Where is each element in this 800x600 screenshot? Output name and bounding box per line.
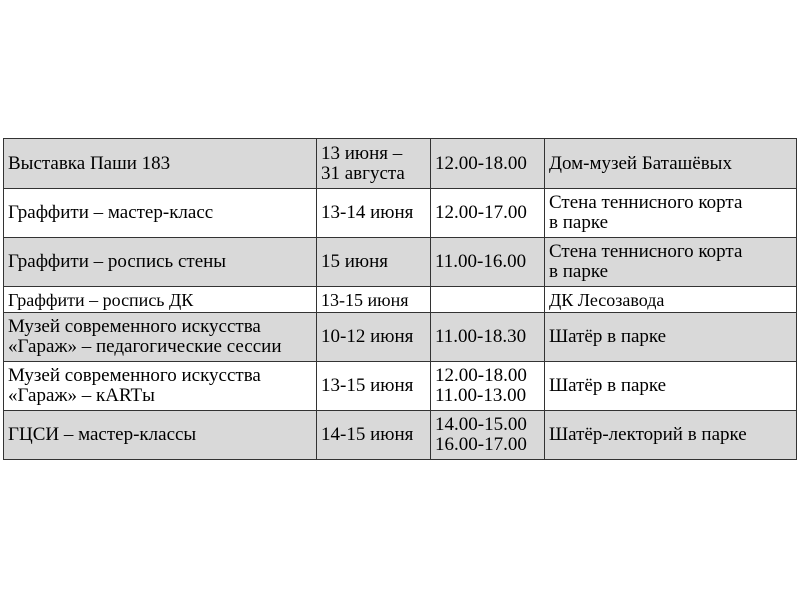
- event-line: Граффити – мастер-класс: [8, 202, 214, 223]
- time-line: 14.00-15.00: [435, 414, 527, 435]
- time-line: 16.00-17.00: [435, 434, 527, 455]
- time-line: 11.00-16.00: [435, 251, 527, 272]
- place-line: Стена теннисного корта: [549, 241, 743, 262]
- time-cell: [431, 238, 545, 287]
- place-line: Шатёр в парке: [549, 375, 667, 396]
- table-row: [4, 362, 797, 411]
- event-cell: [4, 411, 317, 460]
- dates-cell: [317, 238, 431, 287]
- dates-cell: [317, 411, 431, 460]
- event-cell: [4, 238, 317, 287]
- event-line: «Гараж» – кARTы: [8, 385, 155, 406]
- event-line: Выставка Паши 183: [8, 152, 171, 174]
- schedule-table-container: [3, 138, 796, 460]
- event-cell: [4, 139, 317, 189]
- place-line: Шатёр в парке: [549, 326, 667, 347]
- time-line: 11.00-13.00: [435, 385, 527, 406]
- place-cell: [545, 411, 797, 460]
- table-row: [4, 139, 797, 189]
- dates-cell: [317, 287, 431, 313]
- event-line: Граффити – роспись ДК: [8, 289, 194, 310]
- table-row: [4, 313, 797, 362]
- table-row: [4, 411, 797, 460]
- dates-cell: [317, 313, 431, 362]
- table-row: [4, 189, 797, 238]
- event-line: «Гараж» – педагогические сессии: [8, 336, 282, 357]
- time-line: 12.00-17.00: [435, 202, 527, 223]
- place-cell: [545, 313, 797, 362]
- dates-line: 10-12 июня: [321, 326, 414, 347]
- time-cell: [431, 313, 545, 362]
- time-line: 11.00-18.30: [435, 326, 527, 347]
- event-cell: [4, 313, 317, 362]
- event-line: Музей современного искусства: [8, 316, 261, 337]
- place-cell: [545, 287, 797, 313]
- dates-line: 31 августа: [321, 162, 405, 184]
- place-line: Стена теннисного корта: [549, 192, 743, 213]
- place-line: Дом-музей Баташёвых: [549, 152, 732, 174]
- place-line: ДК Лесозавода: [549, 289, 665, 310]
- dates-cell: [317, 362, 431, 411]
- table-row: [4, 238, 797, 287]
- time-cell: [431, 411, 545, 460]
- event-cell: [4, 189, 317, 238]
- place-line: в парке: [549, 261, 609, 282]
- time-cell: [431, 189, 545, 238]
- place-cell: [545, 189, 797, 238]
- time-cell: [431, 362, 545, 411]
- dates-line: 15 июня: [321, 251, 389, 272]
- event-line: Граффити – роспись стены: [8, 251, 227, 272]
- time-line: 12.00-18.00: [435, 365, 527, 386]
- place-cell: [545, 238, 797, 287]
- event-line: ГЦСИ – мастер-классы: [8, 424, 197, 445]
- time-line: 12.00-18.00: [435, 152, 527, 174]
- event-cell: [4, 362, 317, 411]
- place-cell: [545, 139, 797, 189]
- event-line: Музей современного искусства: [8, 365, 261, 386]
- place-line: в парке: [549, 212, 609, 233]
- time-cell: [431, 139, 545, 189]
- schedule-table: [3, 138, 797, 460]
- dates-line: 14-15 июня: [321, 424, 414, 445]
- place-cell: [545, 362, 797, 411]
- dates-line: 13-15 июня: [321, 375, 414, 396]
- dates-cell: [317, 139, 431, 189]
- event-cell: [4, 287, 317, 313]
- table-row: [4, 287, 797, 313]
- dates-line: 13-15 июня: [321, 289, 409, 310]
- place-line: Шатёр-лекторий в парке: [549, 424, 747, 445]
- time-cell: [431, 287, 545, 313]
- dates-line: 13-14 июня: [321, 202, 414, 223]
- dates-line: 13 июня –: [321, 142, 403, 164]
- dates-cell: [317, 189, 431, 238]
